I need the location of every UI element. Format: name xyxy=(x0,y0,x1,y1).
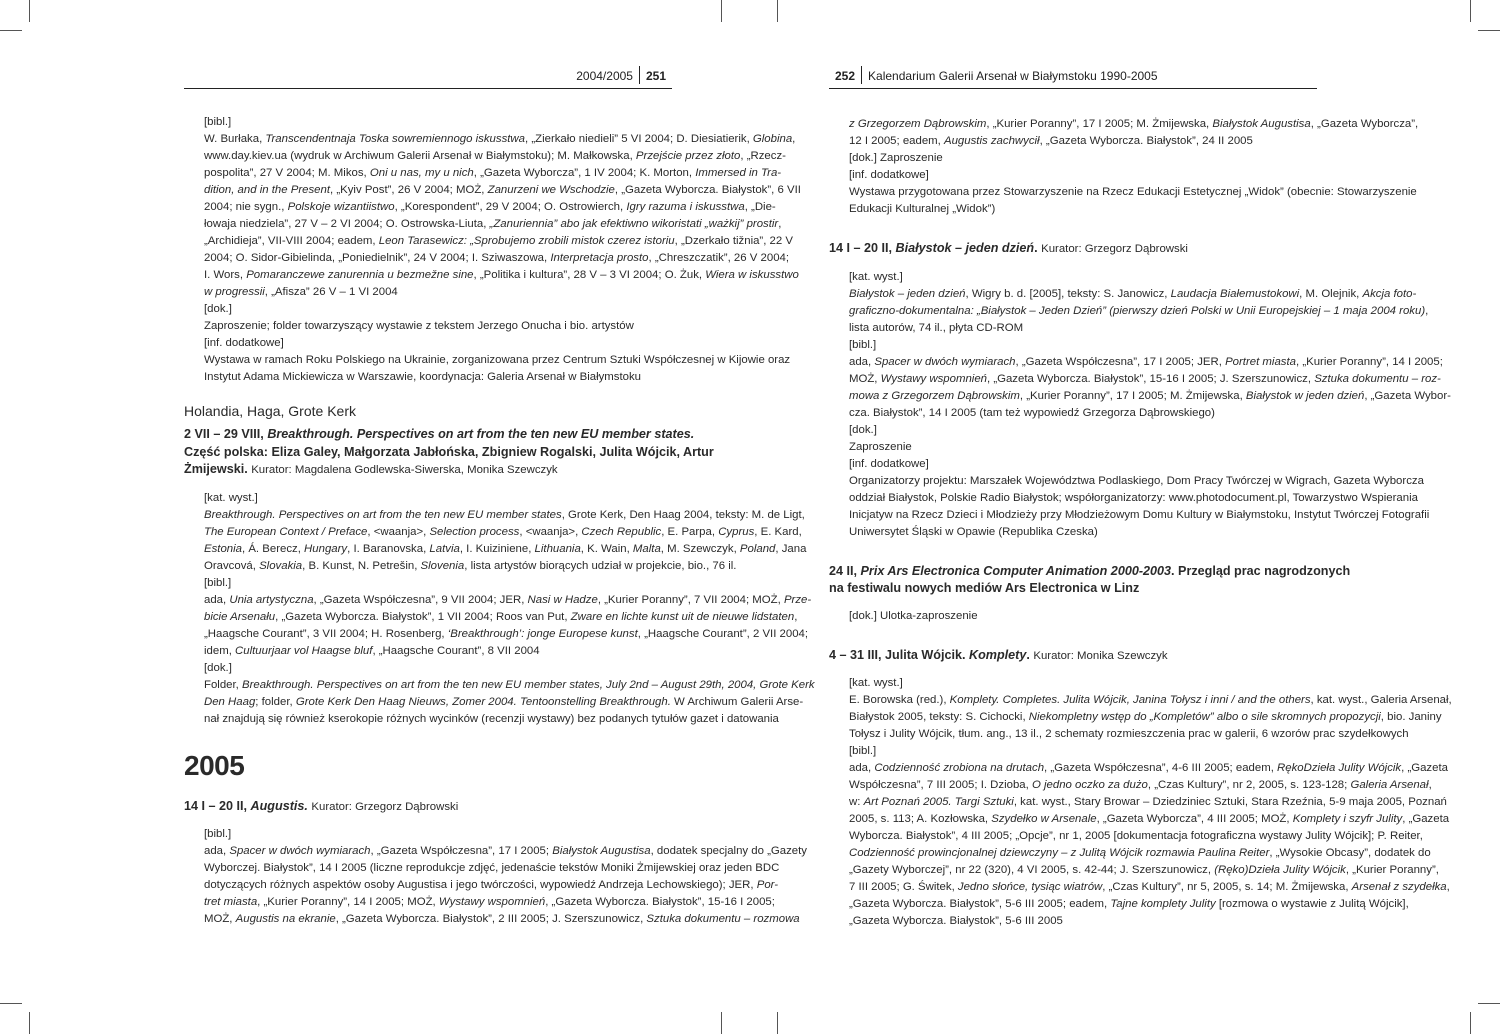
text-line: [bibl.] xyxy=(849,338,877,351)
text-line: Zaproszenie; folder towarzyszący wystawie z tekstem Jerzego Onucha i bio. artystów xyxy=(204,320,634,332)
text-line: www.day.kiev.ua (wydruk w Archiwum Galerii Arsenał w Białymstoku); M. Małkowska, Przejście przez złoto, „Rzecz- xyxy=(204,150,786,162)
text-line: [inf. dodatkowe] xyxy=(849,169,929,181)
text-line: W. Burłaka, Transcendentnaja Toska sowremiennogo iskusstwa, „Zierkało niedieli” 5 VI 2004; D. Diesiatierik, Globina, xyxy=(204,133,796,145)
crop-mark xyxy=(777,1012,778,1034)
text-line: Codzienność prowincjonalnej dziewczyny – z Julitą Wójcik rozmawia Paulina Reiter, „Wysokie Obcasy”, dodatek do xyxy=(849,847,1431,859)
text-line: [kat. wyst.] xyxy=(849,270,903,283)
text-line: „Haagsche Courant”, 3 VII 2004; H. Rosenberg, ‘Breakthrough’: jonge Europese kunst, „Haagsche Courant”, 2 VII 2004; xyxy=(204,627,809,640)
notes-block xyxy=(829,116,1419,218)
text-line: cza. Białystok”, 14 I 2005 (tam też wypowiedź Grzegorza Dąbrowskiego) xyxy=(849,406,1215,419)
text-line: MOŻ, Augustis na ekranie, „Gazeta Wyborcza. Białystok”, 2 III 2005; J. Szerszunowicz, Sztuka dokumentu – rozmowa xyxy=(204,913,800,925)
text-line: Białystok – jeden dzień, Wigry b. d. [2005], teksty: S. Janowicz, Laudacja Białemustokowi, M. Olejnik, Akcja foto- xyxy=(849,287,1417,300)
text-line: Wystawa przygotowana przez Stowarzyszenie na Rzecz Edukacji Estetycznej „Widok” (obecnie: Stowarzyszenie xyxy=(849,186,1417,198)
text-line: [bibl.] xyxy=(204,828,232,840)
notes-block xyxy=(829,675,1452,930)
text-line: dotyczących różnych aspektów osoby Augustisa i jego twórczości, wypowiedź Andrzeja Lechowskiego); JER, Por- xyxy=(204,879,779,891)
crop-mark xyxy=(1478,1003,1500,1004)
page-header xyxy=(829,60,1317,89)
text-line: E. Borowska (red.), Komplety. Completes. Julita Wójcik, Janina Tołysz i inni / and the others, kat. wyst., Galeria Arsenał, xyxy=(849,694,1452,706)
text-line: Tołysz i Julity Wójcik, tłum. ang., 13 il., 2 schematy rozmieszczenia prac w galerii, 6 wzorów prac szydełkowych xyxy=(849,728,1409,740)
exhibition-entry xyxy=(184,426,714,480)
text-line: Współczesna”, 7 III 2005; I. Dzioba, O jedno oczko za dużo, „Czas Kultury”, nr 2, 2005, s. 123-128; Galeria Arsenał, xyxy=(849,779,1432,791)
text-line: [dok.] xyxy=(204,303,232,315)
text-line: Estonia, Á. Berecz, Hungary, I. Baranovska, Latvia, I. Kuiziniene, Lithuania, K. Wain, Malta, M. Szewczyk, Poland, Jana xyxy=(204,542,807,555)
text-line: łowaja niedziela”, 27 V – 2 VI 2004; O. Ostrowska-Liuta, „Zanuriennia” abo jak efektiwno wikoristati „ważkij” prostir, xyxy=(204,218,782,230)
text-line: [dok.] Ulotka-zaproszenie xyxy=(849,609,978,622)
text-line: 12 I 2005; eadem, Augustis zachwycił, „Gazeta Wyborcza. Białystok”, 24 II 2005 xyxy=(849,135,1253,147)
crop-mark xyxy=(29,1012,30,1034)
text-line: ada, Codzienność zrobiona na drutach, „Gazeta Współczesna”, 4-6 III 2005; eadem, RękoDzieła Julity Wójcik, „Gazeta xyxy=(849,762,1448,774)
text-line: 7 III 2005; G. Świtek, Jedno słońce, tysiąc wiatrów, „Czas Kultury”, nr 5, 2005, s. 14; M. Żmijewska, Arsenał z szydełka, xyxy=(849,881,1450,893)
text-line: [dok.] Zaproszenie xyxy=(849,152,943,164)
running-head: Kalendarium Galerii Arsenał w Białymstoku 1990-2005 xyxy=(868,69,1158,83)
text-line: bicie Arsenału, „Gazeta Wyborcza. Białystok”, 1 VII 2004; Roos van Put, Zware en lichte kunst uit de nieuwe lidstaten, xyxy=(204,610,798,623)
text-line: Folder, Breakthrough. Perspectives on art from the ten new EU member states, July 2nd – August 29th, 2004, Grote Kerk xyxy=(204,678,815,691)
text-line: Oravcová, Slovakia, B. Kunst, N. Petrešin, Slovenia, lista artystów biorących udział w projekcie, bio., 76 il. xyxy=(204,559,737,572)
text-line: MOŻ, Wystawy wspomnień, „Gazeta Wyborcza. Białystok”, 15-16 I 2005; J. Szerszunowicz, Sztuka dokumentu – roz- xyxy=(849,372,1441,385)
page-body xyxy=(829,116,1452,930)
text-line: nał znajdują się również kserokopie różnych wycinków (recenzji wystawy) bez podanych tytułów gazet i datowania xyxy=(204,712,779,725)
page-body xyxy=(184,114,815,928)
crop-mark xyxy=(0,1003,22,1004)
text-line: mowa z Grzegorzem Dąbrowskim, „Kurier Poranny”, 17 I 2005; M. Żmijewska, Białystok w jeden dzień, „Gazeta Wybor- xyxy=(849,389,1451,402)
text-line: Inicjatyw na Rzecz Dzieci i Młodzieży przy Młodzieżowym Domu Kultury w Białymstoku, Instytut Twórczej Fotografii xyxy=(849,508,1430,521)
text-line: w progressii, „Afisza” 26 V – 1 VI 2004 xyxy=(204,286,398,298)
text-line: z Grzegorzem Dąbrowskim, „Kurier Poranny”, 17 I 2005; M. Żmijewska, Białystok Augustisa, „Gazeta Wyborcza”, xyxy=(849,118,1419,130)
entry-line: Część polska: Eliza Galey, Małgorzata Jabłońska, Zbigniew Rogalski, Julita Wójcik, Artur xyxy=(184,444,714,459)
crop-mark xyxy=(1478,30,1500,31)
text-line: dition, and in the Present, „Kyiv Post”, 26 V 2004; MOŻ, Zanurzeni we Wschodzie, „Gazeta Wyborcza. Białystok”, 6 VII xyxy=(204,184,801,196)
text-line: [dok.] xyxy=(849,423,877,436)
page-number: 251 xyxy=(645,69,666,83)
notes-block xyxy=(184,826,807,928)
text-line: [bibl.] xyxy=(849,745,877,757)
notes-block xyxy=(829,608,1317,625)
page-number: 252 xyxy=(835,69,856,83)
text-line: Zaproszenie xyxy=(849,440,912,453)
text-line: ada, Unia artystyczna, „Gazeta Współczesna”, 9 VII 2004; JER, Nasi w Hadze, „Kurier Poranny”, 7 VII 2004; MOŻ, Prze- xyxy=(204,593,812,606)
crop-mark xyxy=(0,30,22,31)
text-line: pospolita”, 27 V 2004; M. Mikos, Oni u nas, my u nich, „Gazeta Wyborcza”, 1 IV 2004; K. Morton, Immersed in Tra- xyxy=(204,167,782,179)
notes-block xyxy=(829,269,1451,541)
text-line: idem, Cultuurjaar vol Haagse bluf, „Haagsche Courant”, 8 VII 2004 xyxy=(204,644,540,657)
crop-mark xyxy=(777,0,778,22)
text-line: „Gazeta Wyborcza. Białystok”, 5-6 III 2005 xyxy=(849,915,1063,927)
text-line: tret miasta, „Kurier Poranny”, 14 I 2005; MOŻ, Wystawy wspomnień, „Gazeta Wyborcza. Białystok”, 15-16 I 2005; xyxy=(204,896,775,908)
text-line: w: Art Poznań 2005. Targi Sztuki, kat. wyst., Stary Browar – Dziedziniec Sztuki, Stara Rzeźnia, 5-9 maja 2005, Poznań xyxy=(849,796,1447,808)
crop-mark xyxy=(721,1012,722,1034)
text-line: 2005, s. 113; A. Kozłowska, Szydełko w Arsenale, „Gazeta Wyborcza”, 4 III 2005; MOŻ, Komplety i szyfr Julity, „Gazeta xyxy=(849,813,1450,825)
text-line: ada, Spacer w dwóch wymiarach, „Gazeta Współczesna”, 17 I 2005; JER, Portret miasta, „Kurier Poranny”, 14 I 2005; xyxy=(849,355,1443,368)
text-line: I. Wors, Pomaranczewe zanurennia u bezmežne sine, „Politika i kultura”, 28 V – 3 VI 2004; O. Żuk, Wiera w iskusstwo xyxy=(204,269,799,281)
notes-block xyxy=(184,114,801,386)
notes-block xyxy=(184,490,815,728)
text-line: [bibl.] xyxy=(204,576,232,589)
entry-line: 2 VII – 29 VIII, Breakthrough. Perspectives on art from the ten new EU member states. xyxy=(184,427,695,441)
text-line: 2004; O. Sidor-Gibielinda, „Poniedielnik”, 24 V 2004; I. Sziwaszowa, Interpretacja prosto, „Chreszczatik”, 26 V 2004; xyxy=(204,252,790,264)
text-line: Wystawa w ramach Roku Polskiego na Ukrainie, zorganizowana przez Centrum Sztuki Współczesnej w Kijowie oraz xyxy=(204,354,791,366)
text-line: The European Context / Preface, <waanja>, Selection process, <waanja>, Czech Republic, E. Parpa, Cyprus, E. Kard, xyxy=(204,525,802,538)
text-line: Instytut Adama Mickiewicza w Warszawie, koordynacja: Galeria Arsenał w Białymstoku xyxy=(204,371,642,383)
text-line: 2004; nie sygn., Polskoje wizantiistwo, „Korespondent”, 29 V 2004; O. Ostrowierch, Igry razuma i iskusstwa, „Die- xyxy=(204,201,776,213)
text-line: [inf. dodatkowe] xyxy=(204,337,284,349)
page-header xyxy=(184,60,672,89)
crop-mark xyxy=(1470,1012,1471,1034)
header-divider xyxy=(639,66,640,84)
text-line: ada, Spacer w dwóch wymiarach, „Gazeta Współczesna”, 17 I 2005; Białystok Augustisa, dodatek specjalny do „Gazety xyxy=(204,845,807,857)
exhibition-entry: 14 I – 20 II, Augustis. Kurator: Grzegorz Dąbrowski xyxy=(184,798,459,813)
exhibition-entry: 14 I – 20 II, Białystok – jeden dzień. Kurator: Grzegorz Dąbrowski xyxy=(829,241,1188,255)
crop-mark xyxy=(29,0,30,22)
left-page xyxy=(184,60,815,925)
text-line: Edukacji Kulturalnej „Widok”) xyxy=(849,203,996,215)
text-line: Białystok 2005, teksty: S. Cichocki, Niekompletny wstęp do „Kompletów” albo o sile skromnych propozycji, bio. Janiny xyxy=(849,711,1442,723)
text-line: Wyborczej. Białystok”, 14 I 2005 (liczne reprodukcje zdjęć, jedenaście tekstów Moniki Żmijewskiej oraz jeden BDC xyxy=(204,862,780,874)
text-line: Uniwersytet Śląski w Opawie (Republika Czeska) xyxy=(849,525,1098,538)
right-page xyxy=(829,60,1452,927)
exhibition-entry xyxy=(829,563,1351,598)
text-line: Den Haag; folder, Grote Kerk Den Haag Nieuws, Zomer 2004. Tentoonstelling Breakthrough. W Archiwum Galerii Arse- xyxy=(204,695,804,708)
entry-line: na festiwalu nowych mediów Ars Electronica w Linz xyxy=(829,581,1140,595)
text-line: „Archidieja”, VII-VIII 2004; eadem, Leon Tarasewicz: „Sprobujemo zrobili mistok czerez istoriu, „Dzerkało tižnia”, 22 V xyxy=(204,235,793,247)
entry-line: Żmijewski. Kurator: Magdalena Godlewska-Siwerska, Monika Szewczyk xyxy=(184,462,558,476)
text-line: Breakthrough. Perspectives on art from the ten new EU member states, Grote Kerk, Den Haag 2004, teksty: M. de Ligt, xyxy=(204,508,805,521)
text-line: Wyborcza. Białystok”, 4 III 2005; „Opcje”, nr 1, 2005 [dokumentacja fotograficzna wystawy Julity Wójcik]; P. Reiter, xyxy=(849,830,1423,842)
exhibition-place: Holandia, Haga, Grote Kerk xyxy=(184,403,356,419)
text-line: [dok.] xyxy=(204,661,232,674)
year-heading: 2005 xyxy=(184,749,245,781)
text-line: lista autorów, 74 il., płyta CD-ROM xyxy=(849,321,1024,334)
text-line: „Gazeta Wyborcza. Białystok”, 5-6 III 2005; eadem, Tajne komplety Julity [rozmowa o wystawie z Julitą Wójcik], xyxy=(849,898,1409,910)
text-line: [inf. dodatkowe] xyxy=(849,457,929,470)
text-line: [kat. wyst.] xyxy=(849,677,903,689)
text-line: oddział Białystok, Polskie Radio Białystok; współorganizatorzy: www.photodocument.pl, Towarzystwo Wspierania xyxy=(849,491,1418,504)
crop-mark xyxy=(1470,0,1471,22)
text-line: [kat. wyst.] xyxy=(204,491,258,504)
running-head: 2004/2005 xyxy=(576,69,633,83)
header-divider xyxy=(861,66,862,84)
text-line: [bibl.] xyxy=(204,116,232,128)
entry-line: 24 II, Prix Ars Electronica Computer Animation 2000-2003. Przegląd prac nagrodzonych xyxy=(829,563,1351,578)
text-line: graficzno-dokumentalna: „Białystok – Jeden Dzień” (pierwszy dzień Polski w Unii Europejskiej – 1 maja 2004 roku), xyxy=(849,304,1429,317)
crop-mark xyxy=(721,0,722,22)
text-line: „Gazety Wyborczej”, nr 22 (320), 4 VI 2005, s. 42-44; J. Szerszunowicz, (Ręko)Dzieła Julity Wójcik, „Kurier Poranny”, xyxy=(849,864,1439,876)
text-line: Organizatorzy projektu: Marszałek Województwa Podlaskiego, Dom Pracy Twórczej w Wigrach, Gazeta Wyborcza xyxy=(849,474,1424,487)
exhibition-entry: 4 – 31 III, Julita Wójcik. Komplety. Kurator: Monika Szewczyk xyxy=(829,647,1168,662)
